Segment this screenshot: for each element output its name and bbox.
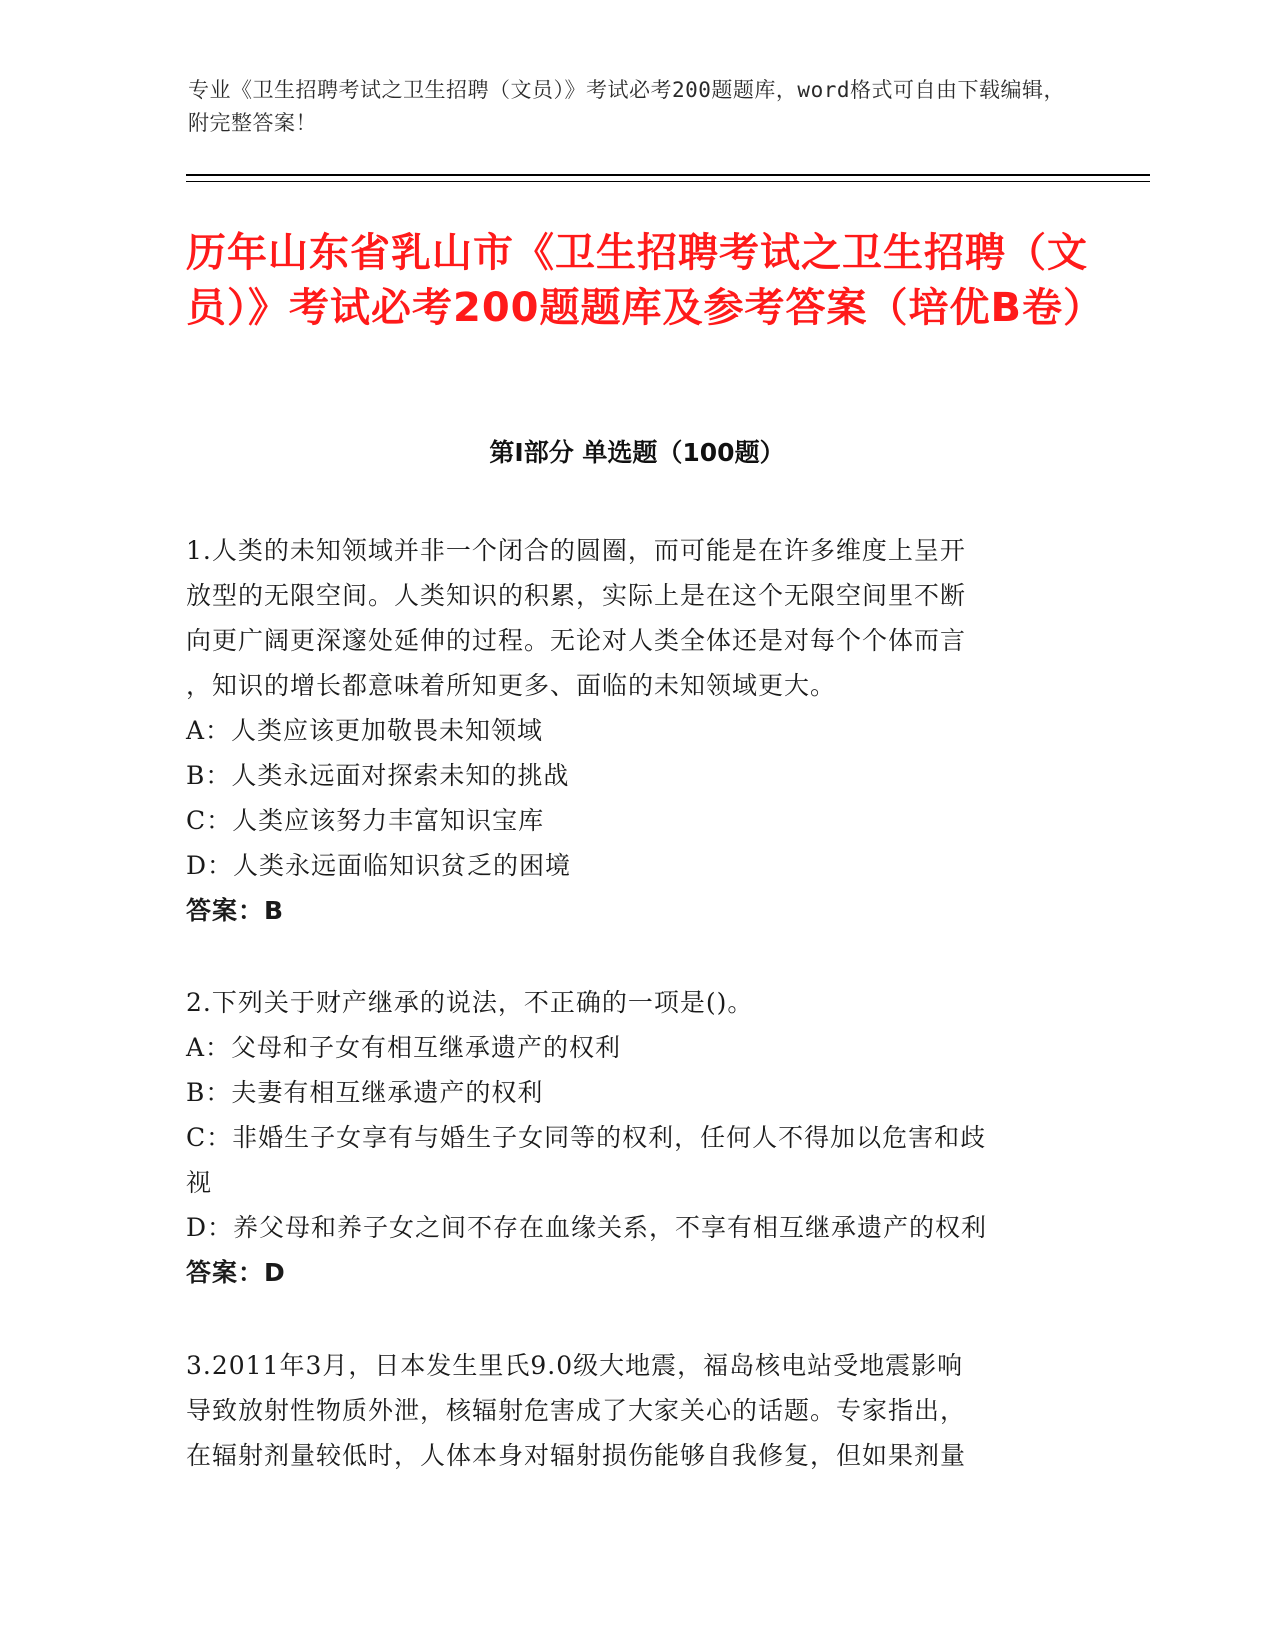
question-text-line: 在辐射剂量较低时，人体本身对辐射损伤能够自我修复，但如果剂量: [186, 1441, 967, 1470]
option-d: D：人类永远面临知识贫乏的困境: [186, 851, 572, 880]
option-a: A：父母和子女有相互继承遗产的权利: [186, 1033, 622, 1062]
question-text-line: 导致放射性物质外泄，核辐射危害成了大家关心的话题。专家指出，: [186, 1396, 967, 1425]
question-text-line: 1.人类的未知领域并非一个闭合的圆圈，而可能是在许多维度上呈开: [186, 536, 966, 565]
question-1: [186, 528, 1066, 933]
option-a: A：人类应该更加敬畏未知领域: [186, 716, 544, 745]
option-c: C：人类应该努力丰富知识宝库: [186, 806, 545, 835]
header-divider-thick: [186, 174, 1150, 176]
answer-label: 答案：B: [186, 896, 285, 925]
question-3: [186, 1343, 1066, 1478]
question-text-line: 2.下列关于财产继承的说法，不正确的一项是()。: [186, 988, 754, 1017]
header-note: 专业《卫生招聘考试之卫生招聘（文员）》考试必考200题题库，word格式可自由下载编辑，附完整答案！: [188, 78, 1065, 135]
question-text-line: 放型的无限空间。人类知识的积累，实际上是在这个无限空间里不断: [186, 581, 967, 610]
question-text-line: 向更广阔更深邃处延伸的过程。无论对人类全体还是对每个个体而言: [186, 626, 967, 655]
option-b: B：夫妻有相互继承遗产的权利: [186, 1078, 544, 1107]
option-b: B：人类永远面对探索未知的挑战: [186, 761, 570, 790]
document-title: 历年山东省乳山市《卫生招聘考试之卫生招聘（文员）》考试必考200题题库及参考答案（培优B卷）: [186, 230, 1104, 331]
section-heading: 第I部分 单选题（100题）: [489, 438, 785, 467]
answer-label: 答案：D: [186, 1258, 286, 1287]
header-divider-thin: [186, 181, 1150, 182]
option-d: D：养父母和养子女之间不存在血缘关系，不享有相互继承遗产的权利: [186, 1213, 988, 1242]
question-2: [186, 980, 1066, 1295]
option-c-continued: 视: [186, 1168, 213, 1197]
question-text-line: ，知识的增长都意味着所知更多、面临的未知领域更大。: [186, 671, 837, 700]
question-text-line: 3.2011年3月，日本发生里氏9.0级大地震，福岛核电站受地震影响: [186, 1351, 964, 1380]
option-c: C：非婚生子女享有与婚生子女同等的权利，任何人不得加以危害和歧: [186, 1123, 987, 1152]
